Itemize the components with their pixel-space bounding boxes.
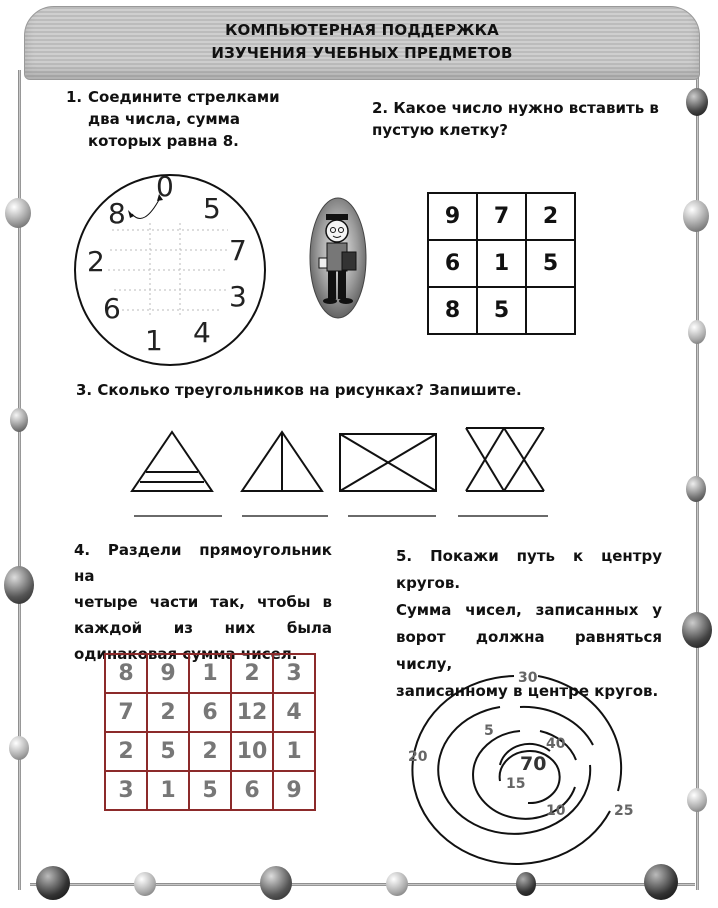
grid-cell: 5 bbox=[189, 771, 231, 810]
grid-cell: 9 bbox=[428, 193, 477, 240]
grid-cell: 12 bbox=[231, 693, 273, 732]
bead-decoration bbox=[686, 476, 706, 502]
header-title-line1: КОМПЬЮТЕРНАЯ ПОДДЕРЖКА bbox=[225, 21, 499, 39]
page-header bbox=[24, 6, 700, 80]
circle-label: 70 bbox=[520, 753, 547, 775]
number-grid-3x3 bbox=[427, 192, 576, 335]
bead-decoration bbox=[9, 736, 29, 760]
task1-line2: два числа, сумма bbox=[88, 110, 240, 128]
number-grid-5x4 bbox=[104, 653, 316, 811]
grid-cell: 3 bbox=[273, 654, 315, 693]
bead-decoration bbox=[686, 88, 708, 116]
grid-cell: 1 bbox=[189, 654, 231, 693]
task4-line3: каждой из них была bbox=[74, 619, 332, 637]
clock-number: 5 bbox=[203, 192, 221, 225]
bead-decoration bbox=[4, 566, 34, 604]
grid-cell: 5 bbox=[147, 732, 189, 771]
circle-label: 5 bbox=[484, 723, 494, 739]
grid-cell: 9 bbox=[273, 771, 315, 810]
grid-cell: 5 bbox=[477, 287, 526, 334]
clock-number: 2 bbox=[87, 245, 105, 278]
grid-cell: 2 bbox=[105, 732, 147, 771]
grid-cell: 2 bbox=[526, 193, 575, 240]
grid-cell: 1 bbox=[273, 732, 315, 771]
clock-number: 8 bbox=[108, 197, 126, 230]
grid-cell: 2 bbox=[189, 732, 231, 771]
task5-line3: ворот должна равняться числу, bbox=[396, 628, 662, 673]
grid-cell: 7 bbox=[477, 193, 526, 240]
grid-cell: 6 bbox=[428, 240, 477, 287]
bead-decoration bbox=[260, 866, 292, 900]
grid-cell: 10 bbox=[231, 732, 273, 771]
circles-maze bbox=[400, 665, 650, 865]
circle-label: 10 bbox=[546, 803, 566, 819]
task1-number: 1. bbox=[66, 88, 83, 106]
grid-cell: 7 bbox=[105, 693, 147, 732]
task2-line1: 2. Какое число нужно вставить в bbox=[372, 99, 659, 117]
bead-decoration bbox=[682, 612, 712, 648]
task4-line2: четыре части так, чтобы в bbox=[74, 593, 332, 611]
grid-cell: 9 bbox=[147, 654, 189, 693]
bead-decoration bbox=[687, 788, 707, 812]
task2-line2: пустую клетку? bbox=[372, 121, 509, 139]
grid-cell: 1 bbox=[477, 240, 526, 287]
clock-number: 0 bbox=[156, 170, 174, 203]
frame-bottom-line bbox=[30, 883, 695, 886]
triangle-figures bbox=[120, 420, 570, 520]
circle-label: 20 bbox=[408, 749, 428, 765]
task5-line1: 5. Покажи путь к центру кругов. bbox=[396, 547, 662, 592]
task4-text bbox=[74, 537, 332, 667]
task1-line1: Соедините стрелками bbox=[88, 88, 280, 106]
grid-cell: 5 bbox=[526, 240, 575, 287]
frame-left-line bbox=[18, 70, 21, 890]
bead-decoration bbox=[688, 320, 706, 344]
clock-number: 1 bbox=[145, 324, 163, 357]
clock-number: 4 bbox=[193, 316, 211, 349]
circle-label: 25 bbox=[614, 803, 634, 819]
grid-cell: 1 bbox=[147, 771, 189, 810]
grid-cell: 3 bbox=[105, 771, 147, 810]
bead-decoration bbox=[36, 866, 70, 900]
grid-cell: 2 bbox=[231, 654, 273, 693]
bead-decoration bbox=[10, 408, 28, 432]
clock-number: 3 bbox=[229, 280, 247, 313]
bead-decoration bbox=[516, 872, 536, 896]
clock-number: 7 bbox=[229, 234, 247, 267]
bead-decoration bbox=[683, 200, 709, 232]
grid-cell: 8 bbox=[428, 287, 477, 334]
grid-cell: 6 bbox=[189, 693, 231, 732]
task4-line1: 4. Раздели прямоугольник на bbox=[74, 541, 332, 585]
circle-label: 15 bbox=[506, 776, 526, 792]
task1-line3: которых равна 8. bbox=[88, 132, 239, 150]
grid-cell: 8 bbox=[105, 654, 147, 693]
clock-number: 6 bbox=[103, 292, 121, 325]
task5-line4: записанному в центре кругов. bbox=[396, 682, 659, 700]
circle-label: 30 bbox=[518, 670, 538, 686]
header-title-line2: ИЗУЧЕНИЯ УЧЕБНЫХ ПРЕДМЕТОВ bbox=[211, 44, 513, 62]
grid-cell: 6 bbox=[231, 771, 273, 810]
task3-text: 3. Сколько треугольников на рисунках? Запишите. bbox=[76, 381, 522, 399]
circle-label: 40 bbox=[546, 736, 566, 752]
grid-cell: 2 bbox=[147, 693, 189, 732]
task5-line2: Сумма чисел, записанных у bbox=[396, 601, 662, 619]
bead-decoration bbox=[5, 198, 31, 228]
bead-decoration bbox=[134, 872, 156, 896]
bead-decoration bbox=[644, 864, 678, 900]
task4-line4: одинаковая сумма чисел. bbox=[74, 645, 298, 663]
schoolboy-illustration bbox=[308, 196, 368, 321]
grid-cell-empty bbox=[526, 287, 575, 334]
grid-cell: 4 bbox=[273, 693, 315, 732]
bead-decoration bbox=[386, 872, 408, 896]
